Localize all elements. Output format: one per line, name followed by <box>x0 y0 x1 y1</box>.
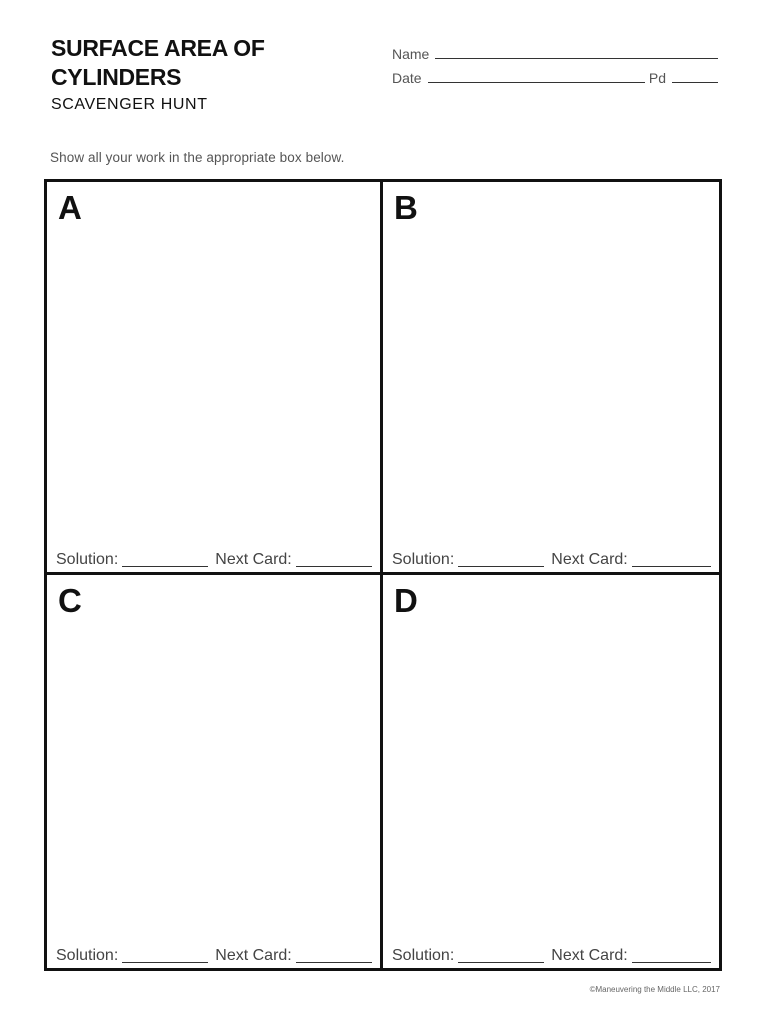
solution-field[interactable] <box>458 551 544 567</box>
box-letter: A <box>58 189 82 226</box>
name-row <box>392 40 718 62</box>
solution-label: Solution: <box>392 947 455 964</box>
work-box-d[interactable] <box>383 575 719 968</box>
solution-label: Solution: <box>56 551 119 568</box>
title-line-2: CYLINDERS <box>51 64 182 90</box>
solution-field[interactable] <box>458 947 544 963</box>
next-card-label: Next Card: <box>551 551 628 568</box>
pd-field[interactable] <box>672 69 718 83</box>
next-card-field[interactable] <box>632 947 711 963</box>
next-card-label: Next Card: <box>215 551 292 568</box>
title-block <box>51 34 371 115</box>
worksheet-title <box>51 34 371 92</box>
work-box-c[interactable] <box>47 575 383 968</box>
name-label: Name <box>392 46 430 62</box>
box-footer <box>392 942 711 966</box>
work-grid <box>44 179 722 971</box>
next-card-field[interactable] <box>296 947 372 963</box>
instructions: Show all your work in the appropriate box below. <box>50 150 345 165</box>
next-card-field[interactable] <box>632 551 711 567</box>
solution-field[interactable] <box>122 551 208 567</box>
work-box-a[interactable] <box>47 182 383 575</box>
box-letter: B <box>394 189 418 226</box>
box-letter: D <box>394 582 418 619</box>
solution-field[interactable] <box>122 947 208 963</box>
date-row <box>392 64 718 86</box>
title-line-1: SURFACE AREA OF <box>51 35 265 61</box>
copyright-notice: ©Maneuvering the Middle LLC, 2017 <box>589 985 720 994</box>
box-footer <box>56 942 372 966</box>
pd-label: Pd <box>648 70 666 86</box>
box-footer <box>56 546 372 570</box>
date-label: Date <box>392 70 422 86</box>
solution-label: Solution: <box>56 947 119 964</box>
box-footer <box>392 546 711 570</box>
next-card-label: Next Card: <box>215 947 292 964</box>
work-box-b[interactable] <box>383 182 719 575</box>
student-info-fields <box>392 40 718 88</box>
solution-label: Solution: <box>392 551 455 568</box>
name-field[interactable] <box>435 45 718 59</box>
next-card-field[interactable] <box>296 551 372 567</box>
next-card-label: Next Card: <box>551 947 628 964</box>
box-letter: C <box>58 582 82 619</box>
worksheet-subtitle: SCAVENGER HUNT <box>51 96 208 113</box>
date-field[interactable] <box>428 69 645 83</box>
